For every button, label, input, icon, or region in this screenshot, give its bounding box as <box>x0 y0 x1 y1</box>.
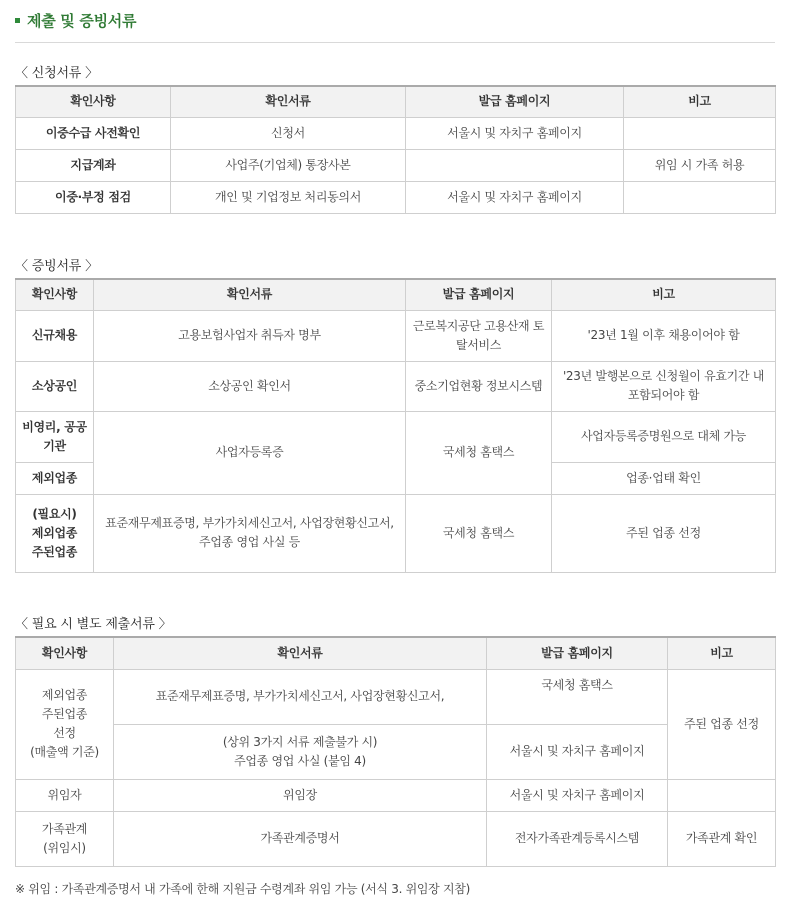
column-header: 확인서류 <box>171 86 406 117</box>
application-documents-table <box>15 85 776 214</box>
note-cell: '23년 발행본으로 신청월이 유효기간 내 포함되어야 함 <box>552 361 776 411</box>
column-header: 확인사항 <box>16 279 94 310</box>
check-item <box>16 494 94 572</box>
document-line: 주업종 영업 사실 (붙임 4) <box>234 753 366 768</box>
site-cell: 국세청 홈택스 <box>487 669 668 724</box>
document-cell: 고용보험사업자 취득자 명부 <box>94 310 406 361</box>
note-cell: 업종·업태 확인 <box>552 462 776 494</box>
check-item-line: 가족관계 <box>41 821 88 836</box>
document-cell <box>114 724 487 779</box>
site-cell: 서울시 및 자치구 홈페이지 <box>406 181 624 213</box>
document-line: (상위 3가지 서류 제출불가 시) <box>222 734 378 749</box>
document-cell: 개인 및 기업정보 처리동의서 <box>171 181 406 213</box>
column-header: 확인서류 <box>114 637 487 669</box>
check-item: 지급계좌 <box>16 149 171 181</box>
note-cell <box>624 181 776 213</box>
column-header: 확인사항 <box>16 637 114 669</box>
note-cell: 가족관계 확인 <box>668 811 776 866</box>
check-item: 위임자 <box>16 779 114 811</box>
table-row <box>16 411 776 462</box>
site-cell: 중소기업현황 정보시스템 <box>406 361 552 411</box>
section-heading-application: 〈 신청서류 〉 <box>15 66 98 81</box>
site-cell: 서울시 및 자치구 홈페이지 <box>487 724 668 779</box>
table-row <box>16 811 776 866</box>
note-cell: 주된 업종 선정 <box>552 494 776 572</box>
note-cell: 위임 시 가족 허용 <box>624 149 776 181</box>
note-cell: 사업자등록증명원으로 대체 가능 <box>552 411 776 462</box>
section-heading-evidence: 〈 증빙서류 〉 <box>15 259 98 274</box>
check-item: 이중·부정 점검 <box>16 181 171 213</box>
table-header-row <box>16 279 776 310</box>
site-cell <box>406 149 624 181</box>
check-item-line: (위임시) <box>43 840 86 855</box>
document-cell: 표준재무제표증명, 부가가치세신고서, 사업장현황신고서, 주업종 영업 사실 등 <box>94 494 406 572</box>
table-row <box>16 669 776 724</box>
site-cell: 전자가족관계등록시스템 <box>487 811 668 866</box>
check-item-line: 주된업종 <box>31 544 78 559</box>
document-cell: 위임장 <box>114 779 487 811</box>
check-item-line: (필요시) <box>32 506 77 521</box>
note-cell <box>624 117 776 149</box>
title-bullet-icon <box>15 18 20 23</box>
column-header: 발급 홈페이지 <box>406 279 552 310</box>
check-item-line: 주된업종 <box>41 707 88 721</box>
footnote: ※ 위임 : 가족관계증명서 내 가족에 한해 지원금 수령계좌 위임 가능 (서식 3. 위임장 지참) <box>15 882 470 896</box>
column-header: 비고 <box>668 637 776 669</box>
evidence-documents-table <box>15 278 776 573</box>
check-item: 비영리, 공공기관 <box>16 411 94 462</box>
page-title-text: 제출 및 증빙서류 <box>27 11 137 30</box>
table-row <box>16 117 776 149</box>
optional-documents-table <box>15 636 776 867</box>
check-item-line: 제외업종 <box>41 688 88 702</box>
note-cell: '23년 1월 이후 채용이어야 함 <box>552 310 776 361</box>
site-cell: 서울시 및 자치구 홈페이지 <box>406 117 624 149</box>
column-header: 발급 홈페이지 <box>406 86 624 117</box>
note-cell <box>668 779 776 811</box>
note-cell: 주된 업종 선정 <box>668 669 776 779</box>
column-header: 비고 <box>552 279 776 310</box>
document-cell: 신청서 <box>171 117 406 149</box>
site-cell: 서울시 및 자치구 홈페이지 <box>487 779 668 811</box>
check-item: 이중수급 사전확인 <box>16 117 171 149</box>
table-row <box>16 149 776 181</box>
check-item <box>16 669 114 779</box>
table-header-row <box>16 637 776 669</box>
table-header-row <box>16 86 776 117</box>
site-cell: 국세청 홈택스 <box>406 411 552 494</box>
document-cell: 사업자등록증 <box>94 411 406 494</box>
check-item-line: 제외업종 <box>31 525 78 540</box>
column-header: 발급 홈페이지 <box>487 637 668 669</box>
site-cell: 국세청 홈택스 <box>406 494 552 572</box>
title-divider <box>15 42 775 43</box>
table-row <box>16 724 776 779</box>
document-cell: 사업주(기업체) 통장사본 <box>171 149 406 181</box>
table-row <box>16 310 776 361</box>
column-header: 확인서류 <box>94 279 406 310</box>
page-title <box>15 8 136 32</box>
section-heading-optional: 〈 필요 시 별도 제출서류 〉 <box>15 617 172 632</box>
table-row <box>16 779 776 811</box>
document-cell: 소상공인 확인서 <box>94 361 406 411</box>
column-header: 비고 <box>624 86 776 117</box>
site-cell: 근로복지공단 고용산재 토탈서비스 <box>406 310 552 361</box>
table-row <box>16 181 776 213</box>
check-item: 신규채용 <box>16 310 94 361</box>
check-item: 소상공인 <box>16 361 94 411</box>
document-cell: 표준재무제표증명, 부가가치세신고서, 사업장현황신고서, <box>114 669 487 724</box>
check-item-line: 선정 <box>53 726 76 740</box>
check-item <box>16 811 114 866</box>
check-item: 제외업종 <box>16 462 94 494</box>
check-item-line: (매출액 기준) <box>30 745 99 759</box>
table-row <box>16 494 776 572</box>
column-header: 확인사항 <box>16 86 171 117</box>
document-cell: 가족관계증명서 <box>114 811 487 866</box>
table-row <box>16 361 776 411</box>
